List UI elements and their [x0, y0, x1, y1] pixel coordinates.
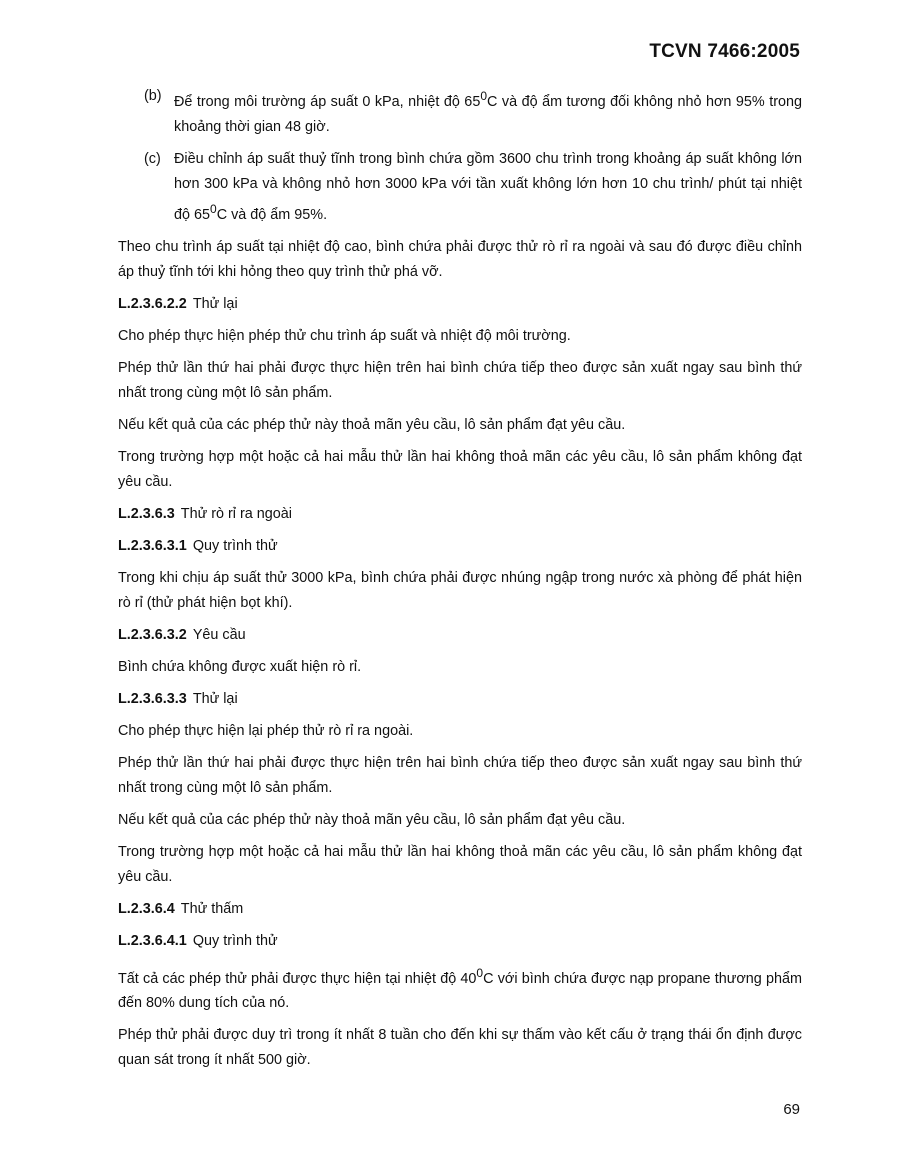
- page-content: [118, 84, 802, 1080]
- list-text: Điều chỉnh áp suất thuỷ tĩnh trong bình chứa gồm 3600 chu trình trong khoảng áp suất không lớn hơn 300 kPa và không nhỏ hơn 3000 kPa với tần xuất không lớn hơn 10 chu trình/ phút tại nhiệt độ $65^0C$ và độ ẩm 95%.: [174, 150, 802, 223]
- document-code: TCVN 7466:2005: [649, 41, 800, 62]
- section-number: L.2.3.6.4.1: [118, 932, 187, 949]
- section-title: Quy trình thử: [192, 537, 278, 554]
- paragraph: Cho phép thực hiện phép thử chu trình áp suất và nhiệt độ môi trường.: [118, 327, 571, 344]
- section-number: L.2.3.6.3.2: [118, 626, 187, 643]
- section-heading: [118, 502, 802, 527]
- section-heading: [118, 534, 802, 559]
- list-marker: (c): [144, 150, 161, 167]
- paragraph: Nếu kết quả của các phép thử này thoả mãn yêu cầu, lô sản phẩm đạt yêu cầu.: [118, 416, 626, 433]
- paragraph: Cho phép thực hiện lại phép thử rò rỉ ra ngoài.: [118, 722, 414, 739]
- paragraph: Phép thử lần thứ hai phải được thực hiện trên hai bình chứa tiếp theo được sản xuất ngay sau bình thứ nhất trong cùng một lô sản phẩm.: [118, 359, 802, 401]
- list-item-c: [144, 147, 802, 228]
- paragraph: Trong trường hợp một hoặc cả hai mẫu thử lần hai không thoả mãn các yêu cầu, lô sản phẩm không đạt yêu cầu.: [118, 448, 802, 490]
- list-text: Để trong môi trường áp suất 0 kPa, nhiệt độ $65^0C$ và độ ẩm tương đối không nhỏ hơn 95% trong khoảng thời gian 48 giờ.: [174, 89, 802, 135]
- list-marker: (b): [144, 88, 162, 104]
- list-item-b: [144, 84, 802, 140]
- section-title: Thử thấm: [180, 900, 244, 917]
- section-title: Thử lại: [192, 690, 238, 707]
- paragraph: Tất cả các phép thử phải được thực hiện tại nhiệt độ $40^0C$ với bình chứa được nạp propane thương phẩm đến 80% dung tích của nó.: [118, 965, 802, 1012]
- section-number: L.2.3.6.3: [118, 505, 175, 522]
- paragraph: Bình chứa không được xuất hiện rò rỉ.: [118, 658, 362, 675]
- section-title: Thử rò rỉ ra ngoài: [180, 505, 293, 522]
- section-heading: [118, 623, 802, 648]
- section-heading: [118, 897, 802, 922]
- section-number: L.2.3.6.3.1: [118, 537, 187, 554]
- section-number: L.2.3.6.4: [118, 900, 175, 917]
- section-title: Quy trình thử: [192, 932, 278, 949]
- section-title: Yêu cầu: [192, 626, 246, 643]
- section-number: L.2.3.6.3.3: [118, 690, 187, 707]
- paragraph: Theo chu trình áp suất tại nhiệt độ cao, bình chứa phải được thử rò rỉ ra ngoài và sau đó được điều chỉnh áp thuỷ tĩnh tới khi hỏng theo quy trình thử phá vỡ.: [118, 238, 802, 280]
- paragraph: Phép thử lần thứ hai phải được thực hiện trên hai bình chứa tiếp theo được sản xuất ngay sau bình thứ nhất trong cùng một lô sản phẩm.: [118, 754, 802, 796]
- section-heading: [118, 929, 802, 954]
- page-number: 69: [783, 1101, 800, 1118]
- paragraph: Trong trường hợp một hoặc cả hai mẫu thử lần hai không thoả mãn các yêu cầu, lô sản phẩm không đạt yêu cầu.: [118, 843, 802, 885]
- paragraph: Trong khi chịu áp suất thử 3000 kPa, bình chứa phải được nhúng ngập trong nước xà phòng để phát hiện rò rỉ (thử phát hiện bọt khí).: [118, 569, 802, 611]
- paragraph: Phép thử phải được duy trì trong ít nhất 8 tuần cho đến khi sự thấm vào kết cấu ở trạng thái ổn định được quan sát trong ít nhất 500 giờ.: [118, 1027, 802, 1069]
- paragraph: Nếu kết quả của các phép thử này thoả mãn yêu cầu, lô sản phẩm đạt yêu cầu.: [118, 811, 626, 828]
- section-heading: [118, 292, 802, 317]
- section-number: L.2.3.6.2.2: [118, 295, 187, 312]
- section-heading: [118, 687, 802, 712]
- section-title: Thử lại: [192, 295, 238, 312]
